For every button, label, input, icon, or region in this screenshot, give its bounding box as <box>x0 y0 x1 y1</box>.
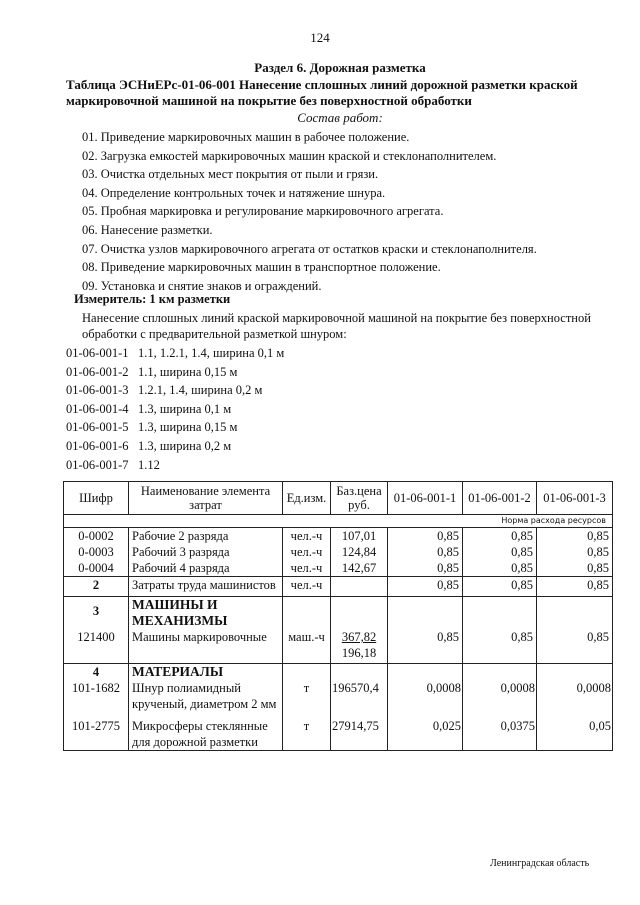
work-item: 06. Нанесение разметки. <box>82 222 213 237</box>
cell-name: Микросферы стеклянные для дорожной разметки <box>129 718 283 751</box>
cell-v2: 0,85 <box>463 544 537 560</box>
header-v3: 01-06-001-3 <box>537 482 613 515</box>
table-row <box>64 528 613 545</box>
group-name: МАШИНЫ И МЕХАНИЗМЫ <box>129 597 283 630</box>
variant-text: 1.3, ширина 0,2 м <box>138 438 232 453</box>
work-item: 02. Загрузка емкостей маркировочных машин краской и стеклонаполнителем. <box>82 148 497 163</box>
cell-v3: 0,85 <box>537 544 613 560</box>
table-title: Таблица ЭСНиЕРс-01-06-001 Нанесение сплошных линий дорожной разметки краской маркировочной машиной на покрытие без поверхностной обработки <box>66 77 578 108</box>
variant-text: 1.3, ширина 0,15 м <box>138 420 238 435</box>
table-row <box>64 680 613 718</box>
table-row <box>64 577 613 597</box>
cell-price: 142,67 <box>331 560 388 577</box>
table-row <box>64 629 613 664</box>
variant-item <box>66 418 606 437</box>
cell-v1: 0,85 <box>388 577 463 597</box>
cell-price: 124,84 <box>331 544 388 560</box>
resource-table <box>63 481 613 751</box>
cell-unit: т <box>283 718 331 751</box>
price-main: 367,82 <box>341 630 377 644</box>
cell-name: Рабочий 3 разряда <box>129 544 283 560</box>
work-item: 08. Приведение маркировочных машин в транспортное положение. <box>82 260 441 275</box>
page-number: 124 <box>310 30 330 45</box>
cell-unit: маш.-ч <box>283 629 331 664</box>
cell-price <box>331 577 388 597</box>
cell-v2: 0,85 <box>463 577 537 597</box>
group-code: 4 <box>64 664 129 681</box>
variant-code: 01-06-001-2 <box>66 364 129 379</box>
variant-item <box>66 456 606 475</box>
cell-v1: 0,85 <box>388 544 463 560</box>
group-name: МАТЕРИАЛЫ <box>129 664 283 681</box>
variant-item <box>66 363 606 382</box>
cell-code: 121400 <box>64 629 129 664</box>
variants-list <box>66 344 606 474</box>
cell-code: 0-0002 <box>64 528 129 545</box>
cell-name: Шнур полиамидный крученый, диаметром 2 мм <box>129 680 283 718</box>
cell-name: Рабочий 4 разряда <box>129 560 283 577</box>
header-code: Шифр <box>64 482 129 515</box>
footer-region: Ленинградская область <box>490 858 590 869</box>
cell-v3: 0,85 <box>537 528 613 545</box>
cell-v3: 0,85 <box>537 577 613 597</box>
cell-v1: 0,85 <box>388 528 463 545</box>
cell-v2: 0,0008 <box>463 680 537 718</box>
work-item: 03. Очистка отдельных мест покрытия от пыли и грязи. <box>82 167 379 182</box>
variant-code: 01-06-001-4 <box>66 401 129 416</box>
cell-unit: т <box>283 680 331 718</box>
header-v2: 01-06-001-2 <box>463 482 537 515</box>
variant-code: 01-06-001-7 <box>66 457 129 472</box>
group-code: 3 <box>64 597 129 630</box>
cell-unit: чел.-ч <box>283 560 331 577</box>
cell-v2: 0,85 <box>463 528 537 545</box>
work-item: 07. Очистка узлов маркировочного агрегата от остатков краски и стеклонаполнителя. <box>82 241 537 256</box>
cell-v3: 0,05 <box>537 718 613 751</box>
variant-item <box>66 437 606 456</box>
variant-code: 01-06-001-5 <box>66 420 129 435</box>
variant-code: 01-06-001-1 <box>66 346 129 360</box>
measure-unit: Измеритель: 1 км разметки <box>74 292 231 306</box>
cell-code: 2 <box>64 577 129 597</box>
table-header <box>64 482 613 515</box>
group-row-machines <box>64 597 613 630</box>
variant-text: 1.3, ширина 0,1 м <box>138 401 232 416</box>
header-price: Баз.цена руб. <box>331 482 388 515</box>
cell-v1: 0,025 <box>388 718 463 751</box>
section-title: Раздел 6. Дорожная разметка <box>254 60 426 75</box>
variant-text: 1.1, 1.2.1, 1.4, ширина 0,1 м <box>138 346 285 360</box>
cell-code: 0-0003 <box>64 544 129 560</box>
cell-name: Рабочие 2 разряда <box>129 528 283 545</box>
cell-v3: 0,85 <box>537 560 613 577</box>
norma-label: Норма расхода ресурсов <box>64 515 613 528</box>
header-v1: 01-06-001-1 <box>388 482 463 515</box>
variant-text: 1.2.1, 1.4, ширина 0,2 м <box>138 383 263 398</box>
cell-v1: 0,85 <box>388 629 463 664</box>
variant-item <box>66 344 606 363</box>
works-list <box>82 128 622 295</box>
works-heading: Состав работ: <box>297 110 383 125</box>
description: Нанесение сплошных линий краской маркировочной машиной на покрытие без поверхностной обработки с предварительной разметкой шнуром: <box>82 311 591 341</box>
table-row <box>64 718 613 751</box>
cell-name: Машины маркировочные <box>129 629 283 664</box>
cell-price: 196570,4 <box>331 680 388 718</box>
cell-name: Затраты труда машинистов <box>129 577 283 597</box>
table-row <box>64 544 613 560</box>
header-unit: Ед.изм. <box>283 482 331 515</box>
variant-code: 01-06-001-6 <box>66 438 129 453</box>
variant-item <box>66 381 606 400</box>
cell-v2: 0,85 <box>463 560 537 577</box>
cell-price: 107,01 <box>331 528 388 545</box>
cell-code: 0-0004 <box>64 560 129 577</box>
work-item: 09. Установка и снятие знаков и ограждений. <box>82 278 322 293</box>
variant-item <box>66 400 606 419</box>
cell-unit: чел.-ч <box>283 528 331 545</box>
group-row-materials <box>64 664 613 681</box>
price-secondary: 196,18 <box>341 646 377 660</box>
table-row <box>64 560 613 577</box>
cell-unit: чел.-ч <box>283 544 331 560</box>
work-item: 01. Приведение маркировочных машин в рабочее положение. <box>82 130 410 144</box>
cell-code: 101-2775 <box>64 718 129 751</box>
cell-unit: чел.-ч <box>283 577 331 597</box>
variant-code: 01-06-001-3 <box>66 383 129 398</box>
variant-text: 1.12 <box>138 457 160 472</box>
cell-v3: 0,85 <box>537 629 613 664</box>
variant-text: 1.1, ширина 0,15 м <box>138 364 238 379</box>
work-item: 05. Пробная маркировка и регулирование маркировочного агрегата. <box>82 204 444 219</box>
cell-v2: 0,0375 <box>463 718 537 751</box>
work-item: 04. Определение контрольных точек и натяжение шнура. <box>82 185 386 200</box>
cell-v1: 0,0008 <box>388 680 463 718</box>
cell-code: 101-1682 <box>64 680 129 718</box>
cell-v1: 0,85 <box>388 560 463 577</box>
header-name: Наименование элемента затрат <box>129 482 283 515</box>
cell-price: 27914,75 <box>331 718 388 751</box>
cell-v3: 0,0008 <box>537 680 613 718</box>
cell-v2: 0,85 <box>463 629 537 664</box>
cell-price <box>331 629 388 664</box>
norma-row <box>64 515 613 528</box>
